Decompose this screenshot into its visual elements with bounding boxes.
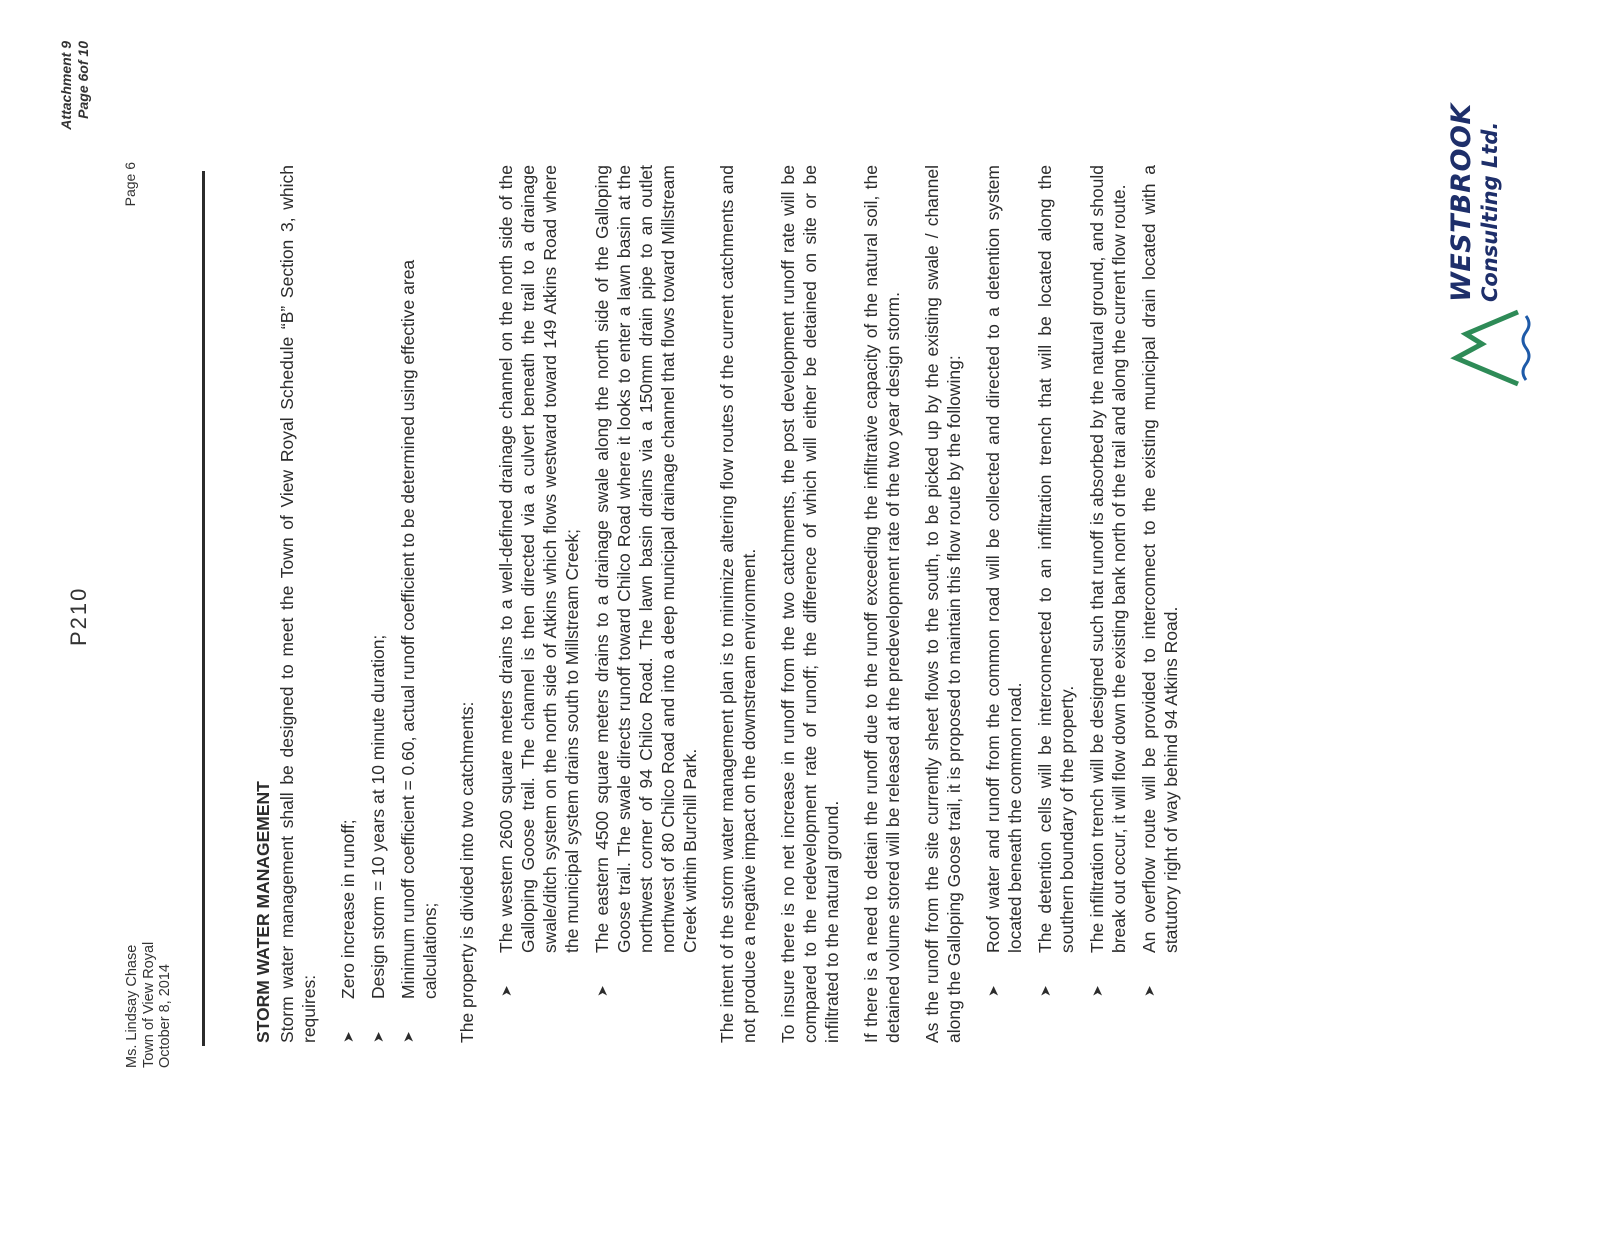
logo-name: WESTBROOK xyxy=(1446,103,1477,302)
arrow-bullet-icon: ➤ xyxy=(340,1031,356,1043)
arrow-bullet-icon: ➤ xyxy=(498,985,514,997)
recipient-block xyxy=(124,942,174,1068)
catchments-list xyxy=(495,165,701,1043)
intro-paragraph: Storm water management shall be designed to meet the Town of View Royal Schedule “B” Section 3, which requires: xyxy=(277,165,319,1043)
measures-list xyxy=(982,165,1182,1043)
insure-paragraph: To insure there is no net increase in runoff from the two catchments, the post development runoff rate will be compared to the redevelopment rate of runoff; the difference of which will either be detained on site or be infiltrated to the natural ground. xyxy=(778,165,842,1043)
mountain-logo-icon xyxy=(1426,308,1536,388)
letter-date: October 8, 2014 xyxy=(157,964,173,1068)
detain-paragraph: If there is a need to detain the runoff due to the runoff exceeding the infiltrative capacity of the natural soil, the detained volume stored will be released at the predevelopment rate of the two year design storm. xyxy=(861,165,903,1043)
arrow-bullet-icon: ➤ xyxy=(1141,985,1157,997)
flow-paragraph: As the runoff from the site currently sheet flows to the south, to be picked up by the existing swale / channel along the Galloping Goose trail, it is proposed to maintain this flow route by the following: xyxy=(922,165,964,1043)
intent-paragraph: The intent of the storm water management plan is to minimize altering flow routes of the current catchments and not produce a negative impact on the downstream environment. xyxy=(717,165,759,1043)
section-heading: STORM WATER MANAGEMENT xyxy=(253,781,273,1043)
page-stamp: P210 xyxy=(66,586,91,646)
arrow-bullet-icon: ➤ xyxy=(400,1031,416,1043)
list-item: ➤ The eastern 4500 square meters drains to a drainage swale along the north side of the Galloping Goose trail. The swale directs runoff toward Chilco Road where it looks to enter a lawn basin at the northwest corner of 94 Chilco Road. The lawn basin drains via a 150mm drain pipe to an outlet northwest of 80 Chilco Road and into a deep municipal drainage channel that flows toward Millstream Creek within Burchill Park. xyxy=(592,165,700,997)
catchments-intro: The property is divided into two catchments: xyxy=(457,701,477,1043)
letter-body xyxy=(252,165,1197,1043)
arrow-bullet-icon: ➤ xyxy=(1037,985,1053,997)
recipient-name: Ms. Lindsay Chase xyxy=(124,944,140,1068)
list-item: ➤ Roof water and runoff from the common road will be collected and directed to a detention system located beneath the common road. xyxy=(983,165,1025,997)
arrow-bullet-icon: ➤ xyxy=(594,985,610,997)
recipient-organization: Town of View Royal xyxy=(140,941,157,1068)
list-item: ➤ Minimum runoff coefficient = 0.60, actual runoff coefficient to be determined using effective area calculations; xyxy=(398,259,440,1043)
requirements-list xyxy=(337,165,441,1043)
arrow-bullet-icon: ➤ xyxy=(1089,985,1105,997)
list-item: ➤ The infiltration trench will be designed such that runoff is absorbed by the natural ground, and should break out occur, it will flow down the existing bank north of the trail and along the current flow route. xyxy=(1087,165,1129,997)
list-item: ➤ Zero increase in runoff; xyxy=(338,819,358,1043)
attachment-number: Attachment 9 xyxy=(58,41,74,130)
logo-subtitle: Consulting Ltd. xyxy=(1478,121,1502,302)
company-logo xyxy=(1420,8,1540,388)
arrow-bullet-icon: ➤ xyxy=(985,985,1001,997)
header-divider xyxy=(202,171,205,1046)
attachment-label xyxy=(58,41,92,231)
page-number: Page 6 xyxy=(122,162,138,207)
list-item: ➤ The western 2600 square meters drains to a well-defined drainage channel on the north side of the Galloping Goose trail. The channel is then directed via a culvert beneath the trail to a drainage swale/ditch system on the north side of Atkins which flows westward toward 149 Atkins Road where the municipal system drains south to Millstream Creek; xyxy=(496,165,582,997)
list-item: ➤ The detention cells will be interconnected to an infiltration trench that will be located along the southern boundary of the property. xyxy=(1035,165,1077,997)
arrow-bullet-icon: ➤ xyxy=(370,1031,386,1043)
list-item: ➤ Design storm = 10 years at 10 minute duration; xyxy=(368,634,388,1043)
list-item: ➤ An overflow route will be provided to interconnect to the existing municipal drain located with a statutory right of way behind 94 Atkins Road. xyxy=(1139,165,1181,997)
attachment-page-count: Page 6of 10 xyxy=(75,41,91,119)
